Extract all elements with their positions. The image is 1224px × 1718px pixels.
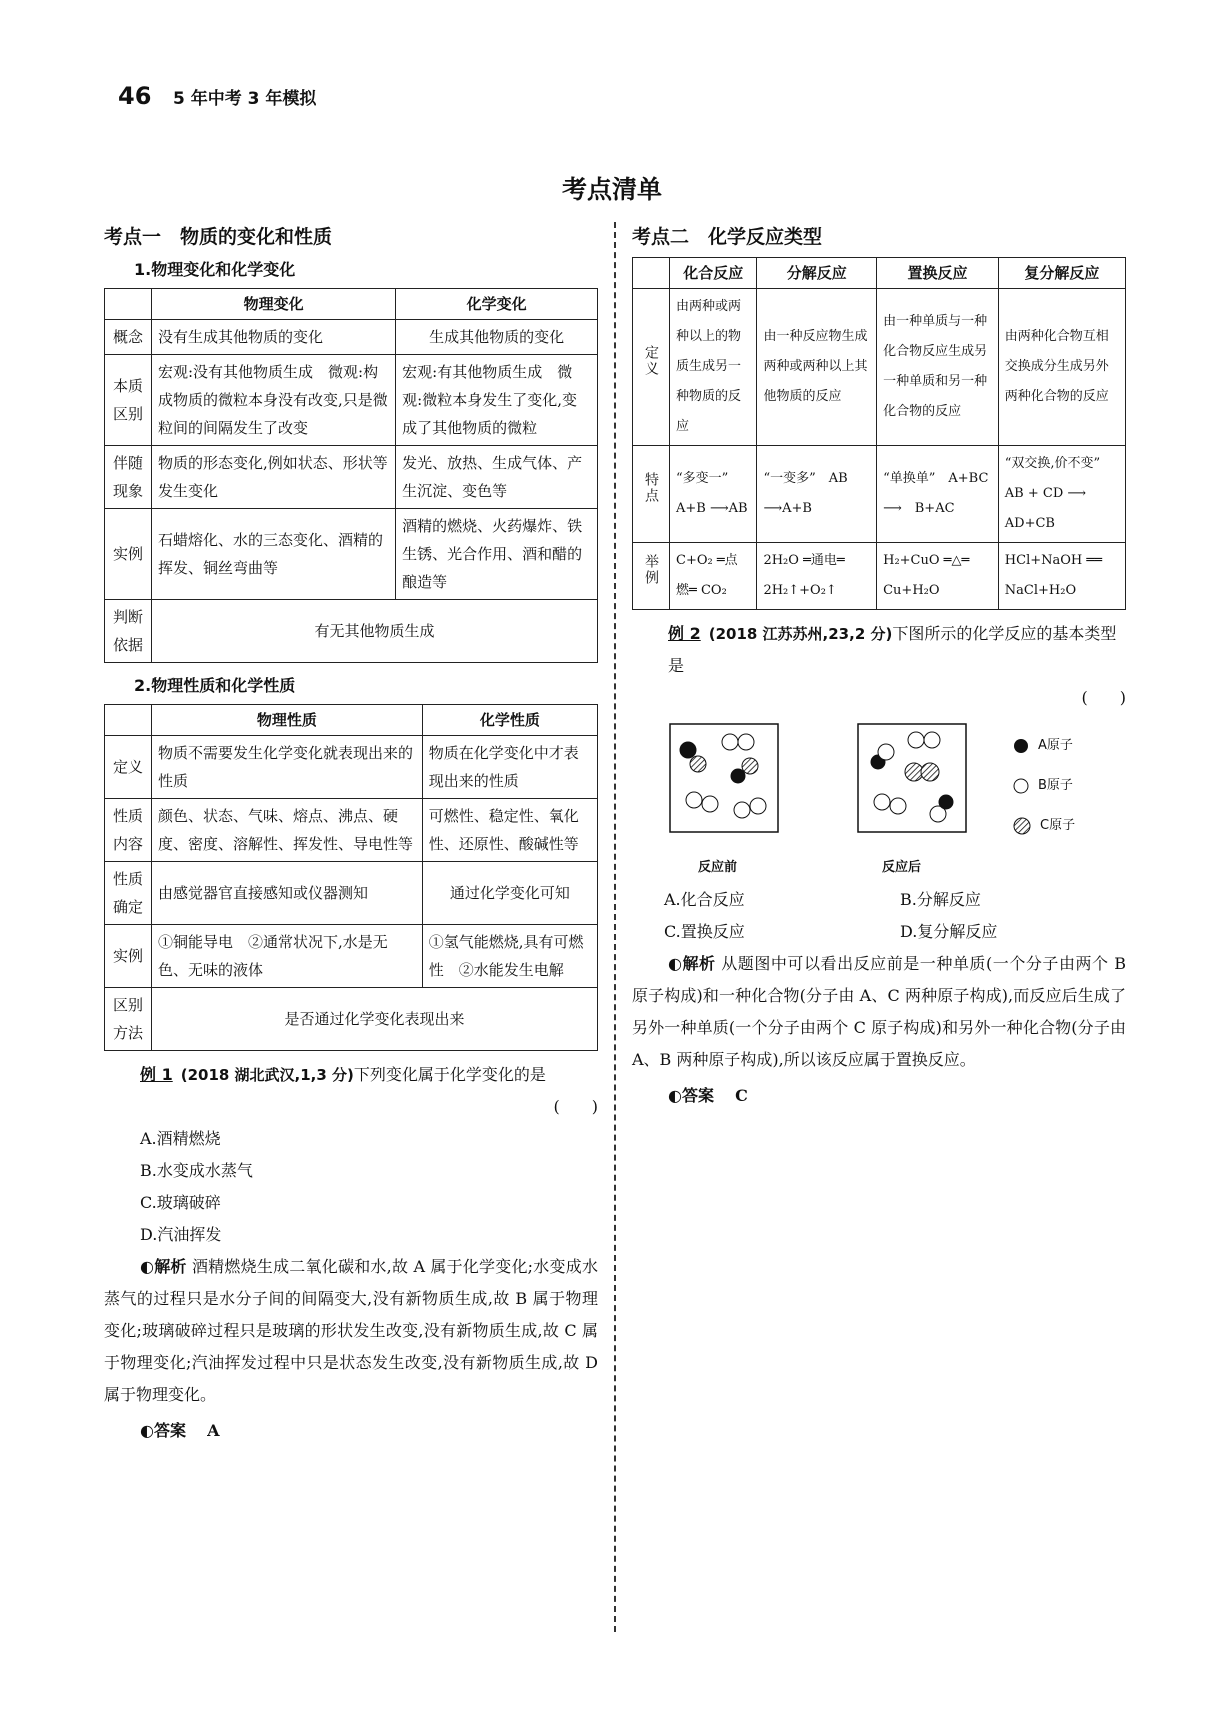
col-header: 化学性质 (422, 705, 597, 736)
example2-analysis (632, 948, 1126, 1076)
page-title: 考点清单 (561, 175, 662, 204)
row-label: 本质区别 (105, 355, 152, 446)
table-physical-chemical-change (104, 288, 598, 663)
b-atom (890, 798, 906, 814)
cell: “单换单” A+BC ⟶ B+AC (877, 446, 999, 543)
example2-paren: ( ) (1081, 688, 1126, 707)
option: D.汽油挥发 (140, 1225, 222, 1244)
example2 (632, 618, 1126, 1112)
cell: ①铜能导电 ②通常状况下,水是无色、无味的液体 (152, 925, 423, 988)
analysis-tag: ◐解析 (140, 1257, 187, 1276)
cell: C+O₂ ═点燃═ CO₂ (670, 543, 757, 610)
example1-question: 下列变化属于化学变化的是 (353, 1065, 546, 1084)
b-atom (878, 744, 894, 760)
corner-cell (633, 258, 670, 289)
reaction-diagram-svg (668, 722, 1028, 852)
section2-title: 考点二 化学反应类型 (632, 226, 823, 248)
b-atom (924, 732, 940, 748)
row-label: 特点 (633, 446, 670, 543)
answer-tag: ◐答案 (140, 1421, 186, 1440)
right-column (632, 222, 1126, 1112)
c-atom (905, 763, 923, 781)
cell: 由两种或两种以上的物质生成另一种物质的反应 (670, 289, 757, 446)
column-divider (614, 222, 616, 1632)
cell: 颜色、状态、气味、熔点、沸点、硬度、密度、溶解性、挥发性、导电性等 (152, 799, 423, 862)
cell: 2H₂O ═通电═ 2H₂↑+O₂↑ (757, 543, 877, 610)
row-label: 实例 (105, 925, 152, 988)
c-atom-icon (1012, 816, 1032, 836)
cell: 由一种反应物生成两种或两种以上其他物质的反应 (757, 289, 877, 446)
reaction-diagram (632, 722, 1126, 884)
cell: 生成其他物质的变化 (396, 320, 598, 355)
cell: 没有生成其他物质的变化 (152, 320, 396, 355)
row-label: 判断依据 (105, 600, 152, 663)
row-label: 定义 (105, 736, 152, 799)
cell: 宏观:有其他物质生成 微观:微粒本身发生了变化,变成了其他物质的微粒 (396, 355, 598, 446)
answer-value: A (207, 1421, 220, 1440)
b-atom (686, 792, 702, 808)
section1-title: 考点一 物质的变化和性质 (104, 226, 333, 248)
cell: “双交换,价不变” AB + CD ⟶ AD+CB (998, 446, 1125, 543)
legend (1012, 726, 1075, 846)
a-atom-icon (1012, 737, 1030, 755)
example2-options (664, 884, 1126, 948)
c-atom (921, 763, 939, 781)
col-header: 物理变化 (152, 289, 396, 320)
col-header: 分解反应 (757, 258, 877, 289)
table-row (105, 925, 598, 988)
example1-source: (2018 湖北武汉,1,3 分) (180, 1066, 354, 1084)
after-caption: 反应后 (882, 860, 922, 875)
example1 (104, 1059, 598, 1447)
table-row (105, 355, 598, 446)
row-label: 性质内容 (105, 799, 152, 862)
table-row (105, 320, 598, 355)
cell: 物质不需要发生化学变化就表现出来的性质 (152, 736, 423, 799)
b-atom (874, 794, 890, 810)
option: B.分解反应 (900, 890, 981, 909)
col-header: 物理性质 (152, 705, 423, 736)
example2-question: 下图所示的化学反应的基本类型是 (668, 624, 1117, 675)
table-row (105, 736, 598, 799)
cell: 石蜡熔化、水的三态变化、酒精的挥发、铜丝弯曲等 (152, 509, 396, 600)
col-header: 复分解反应 (998, 258, 1125, 289)
option: B.水变成水蒸气 (140, 1161, 253, 1180)
cell: 宏观:没有其他物质生成 微观:构成物质的微粒本身没有改变,只是微粒间的间隔发生了改变 (152, 355, 396, 446)
page-number: 46 (118, 82, 152, 110)
example1-analysis (104, 1251, 598, 1411)
col-header: 置换反应 (877, 258, 999, 289)
c-atom (742, 758, 758, 774)
table-reaction-types (632, 257, 1126, 610)
table-physical-chemical-property (104, 704, 598, 1051)
analysis-text: 从题图中可以看出反应前是一种单质(一个分子由两个 B 原子构成)和一种化合物(分子由 A、C 两种原子构成),而反应后生成了另外一种单质(一个分子由两个 C 原子构成)和另外一种化合物(分子由 A、B 两种原子构成),所以该反应属于置换反应。 (632, 954, 1126, 1069)
answer-tag: ◐答案 (668, 1086, 714, 1105)
col-header: 化学变化 (396, 289, 598, 320)
example2-source: (2018 江苏苏州,23,2 分) (708, 625, 893, 643)
option: C.玻璃破碎 (140, 1193, 221, 1212)
table-row (105, 509, 598, 600)
c-atom (690, 756, 706, 772)
row-label: 举例 (633, 543, 670, 610)
cell: 通过化学变化可知 (422, 862, 597, 925)
cell: 发光、放热、生成气体、产生沉淀、变色等 (396, 446, 598, 509)
cell: 可燃性、稳定性、氧化性、还原性、酸碱性等 (422, 799, 597, 862)
b-atom (908, 732, 924, 748)
a-atom (731, 769, 745, 783)
table-row (105, 862, 598, 925)
table-row (633, 289, 1126, 446)
b-atom (738, 734, 754, 750)
b-atom (750, 798, 766, 814)
row-label: 区别方法 (105, 988, 152, 1051)
cell: 由感觉器官直接感知或仪器测知 (152, 862, 423, 925)
table-row (105, 446, 598, 509)
cell: 由一种单质与一种化合物反应生成另一种单质和另一种化合物的反应 (877, 289, 999, 446)
cell: 物质在化学变化中才表现出来的性质 (422, 736, 597, 799)
legend-item: C原子 (1012, 806, 1075, 846)
row-label: 概念 (105, 320, 152, 355)
before-caption: 反应前 (698, 860, 738, 875)
b-atom (734, 802, 750, 818)
b-atom (702, 796, 718, 812)
col-header: 化合反应 (670, 258, 757, 289)
cell: 有无其他物质生成 (152, 600, 598, 663)
corner-cell (105, 705, 152, 736)
table-row (633, 543, 1126, 610)
option: C.置换反应 (664, 922, 745, 941)
cell: H₂+CuO ═△═ Cu+H₂O (877, 543, 999, 610)
page-header (118, 82, 316, 110)
a-atom (680, 742, 696, 758)
b-atom-icon (1012, 777, 1030, 795)
a-atom (939, 795, 953, 809)
analysis-tag: ◐解析 (668, 954, 716, 973)
answer-value: C (735, 1086, 748, 1105)
row-label: 伴随现象 (105, 446, 152, 509)
cell: 是否通过化学变化表现出来 (152, 988, 598, 1051)
cell: “一变多” AB ⟶A+B (757, 446, 877, 543)
table-row (105, 988, 598, 1051)
table-row (105, 799, 598, 862)
example1-answer (104, 1415, 598, 1447)
example1-paren: ( ) (553, 1097, 598, 1116)
sub1-title: 1.物理变化和化学变化 (134, 260, 296, 279)
cell: ①氢气能燃烧,具有可燃性 ②水能发生电解 (422, 925, 597, 988)
corner-cell (105, 289, 152, 320)
cell: “多变一” A+B ⟶AB (670, 446, 757, 543)
row-label: 性质确定 (105, 862, 152, 925)
option: D.复分解反应 (900, 922, 998, 941)
sub2-title: 2.物理性质和化学性质 (134, 676, 296, 695)
row-label: 实例 (105, 509, 152, 600)
book-title: 5 年中考 3 年模拟 (172, 89, 317, 109)
table-row (633, 446, 1126, 543)
analysis-text: 酒精燃烧生成二氧化碳和水,故 A 属于化学变化;水变成水蒸气的过程只是水分子间的间隔变大,没有新物质生成,故 B 属于物理变化;玻璃破碎过程只是玻璃的形状发生改变,没有新物质生成,故 C 属于物理变化;汽油挥发过程中只是状态发生改变,没有新物质生成,故 D 属于物理变化。 (104, 1257, 598, 1404)
cell: 由两种化合物互相交换成分生成另外两种化合物的反应 (998, 289, 1125, 446)
legend-item: A原子 (1012, 726, 1075, 766)
example2-answer (632, 1080, 1126, 1112)
left-column (104, 222, 598, 1447)
row-label: 定义 (633, 289, 670, 446)
example2-label: 例 2 (668, 624, 701, 643)
option: A.化合反应 (664, 890, 745, 909)
cell: HCl+NaOH ══ NaCl+H₂O (998, 543, 1125, 610)
b-atom (722, 734, 738, 750)
cell: 物质的形态变化,例如状态、形状等发生变化 (152, 446, 396, 509)
option: A.酒精燃烧 (140, 1129, 221, 1148)
table-row (105, 600, 598, 663)
example1-label: 例 1 (140, 1065, 173, 1084)
cell: 酒精的燃烧、火药爆炸、铁生锈、光合作用、酒和醋的酿造等 (396, 509, 598, 600)
legend-item: B原子 (1012, 766, 1075, 806)
